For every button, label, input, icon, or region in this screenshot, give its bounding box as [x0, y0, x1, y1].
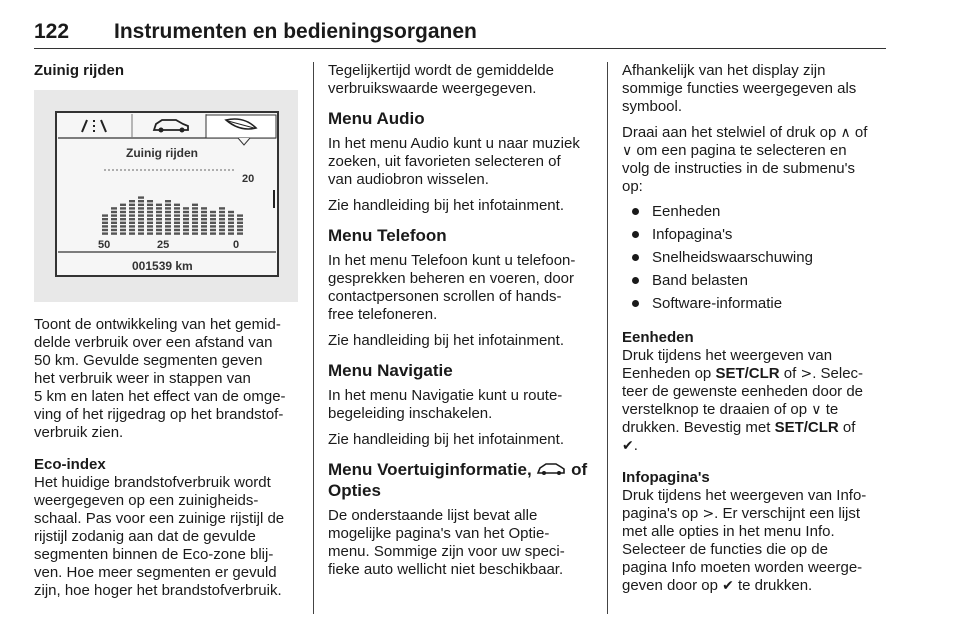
page-header: [34, 20, 886, 50]
list-item: [622, 223, 890, 246]
text-line: delde verbruik over een afstand van: [34, 334, 273, 351]
eco-bar-segment: [201, 211, 207, 213]
text-line: zijn, hoe hoger het brandstofverbruik.: [34, 582, 282, 599]
text-line: of: [854, 124, 868, 141]
eco-bar-segment: [183, 225, 189, 227]
eco-bar-segment: [228, 225, 234, 227]
eco-bar-segment: [192, 218, 198, 220]
text-line: . Er verschijnt een lijst: [714, 505, 861, 522]
text-line: pagina's op: [622, 505, 699, 522]
eco-bar-segment: [102, 225, 108, 227]
eco-bar-segment: [156, 218, 162, 220]
text-line: te drukken.: [738, 577, 813, 594]
chevron-right-icon: >: [800, 366, 813, 382]
text-line: sommige functies weergegeven als: [622, 80, 857, 97]
eco-bar-segment: [102, 232, 108, 234]
eco-bar-segment: [174, 218, 180, 220]
zuinig-rijden-text: [34, 316, 302, 442]
text-line: Toont de ontwikkeling van het gemid-: [34, 316, 281, 333]
eco-bar-segment: [201, 222, 207, 224]
checkmark-icon: ✔: [722, 578, 734, 594]
eco-bar-segment: [165, 218, 171, 220]
axis-label-0: 0: [233, 239, 240, 251]
eco-bar-segment: [228, 218, 234, 220]
text-line: Selecteer de functies die op de: [622, 541, 828, 558]
list-item-label: Snelheidswaarschuwing: [652, 249, 813, 266]
eco-bar-segment: [156, 207, 162, 209]
text-line: menu. Sommige zijn voor uw speci-: [328, 543, 565, 560]
eco-bar-segment: [138, 232, 144, 234]
eco-bar-segment: [228, 222, 234, 224]
text-line: gesprekken beheren en voeren, door: [328, 270, 575, 287]
text-line: Draai aan het stelwiel of druk op: [622, 124, 837, 141]
eco-bar-segment: [165, 225, 171, 227]
text-line: ving of het rijgedrag op het brandstof-: [34, 406, 284, 423]
eco-bar-segment: [228, 211, 234, 213]
eco-bar-segment: [228, 214, 234, 216]
eco-bar-segment: [165, 207, 171, 209]
set-clr-label: SET/CLR: [774, 419, 839, 436]
vehicle-text: [328, 507, 596, 579]
eco-bar-segment: [156, 211, 162, 213]
eco-bar-segment: [210, 214, 216, 216]
text-line: Druk tijdens het weergeven van Info-: [622, 487, 867, 504]
eco-bar-segment: [129, 204, 135, 206]
eco-bar-segment: [183, 207, 189, 209]
text-line: rijstijl zodanig aan dat de gevulde: [34, 528, 256, 545]
section-title-infopaginas: Infopagina's: [622, 469, 710, 486]
eco-bar-segment: [174, 214, 180, 216]
eco-bar-segment: [147, 229, 153, 231]
eco-bar-segment: [138, 225, 144, 227]
eco-bar-segment: [201, 225, 207, 227]
eco-bar-segment: [111, 214, 117, 216]
text-line: teer de gewenste eenheden door de: [622, 383, 864, 400]
heading-text: Opties: [328, 481, 381, 500]
eco-bar-segment: [120, 225, 126, 227]
eco-bar-segment: [120, 204, 126, 206]
eco-bar-segment: [120, 232, 126, 234]
page-number: 122: [34, 20, 70, 43]
chevron-right-icon: >: [702, 506, 715, 522]
eco-bar-segment: [183, 229, 189, 231]
eco-bar-segment: [129, 207, 135, 209]
text-line: verbruikswaarde weergegeven.: [328, 80, 537, 97]
eco-bar-segment: [237, 218, 243, 220]
text-line: Tegelijkertijd wordt de gemiddelde: [328, 62, 554, 79]
eco-bar-segment: [210, 232, 216, 234]
eco-bar-segment: [138, 229, 144, 231]
list-item-label: Band belasten: [652, 272, 748, 289]
chevron-up-icon: ∧: [840, 125, 851, 141]
eco-bar-segment: [237, 229, 243, 231]
eco-bar-segment: [147, 200, 153, 202]
chevron-down-icon: ∨: [622, 143, 633, 159]
column-divider-1: [313, 62, 314, 614]
eco-bar-segment: [111, 218, 117, 220]
turn-instruction: [622, 124, 890, 196]
eco-bar-segment: [165, 222, 171, 224]
eco-bar-segment: [219, 211, 225, 213]
eco-bar-segment: [102, 214, 108, 216]
eco-bar-segment: [138, 204, 144, 206]
heading-menu-voertuiginformatie: [328, 459, 596, 501]
list-item: [622, 292, 890, 315]
axis-label-25: 25: [157, 239, 170, 251]
audio-text: [328, 135, 596, 189]
eco-bar-segment: [111, 229, 117, 231]
header-rule: [34, 48, 886, 49]
eco-index-text: [34, 474, 302, 600]
eco-bar-segment: [201, 229, 207, 231]
list-item-label: Software-informatie: [652, 295, 783, 312]
text-line: De onderstaande lijst bevat alle: [328, 507, 538, 524]
eco-display-illustration: [34, 90, 298, 302]
eco-bar-segment: [129, 200, 135, 202]
text-line: Het huidige brandstofverbruik wordt: [34, 474, 271, 491]
eco-bar-segment: [147, 232, 153, 234]
eco-bar-segment: [111, 222, 117, 224]
eco-bar-segment: [228, 232, 234, 234]
bullet-dot-icon: [632, 208, 639, 215]
text-line: 5 km en laten het effect van de omge-: [34, 388, 286, 405]
heading-menu-audio: Menu Audio: [328, 109, 425, 128]
text-line: of: [842, 419, 856, 436]
eco-bar-segment: [210, 222, 216, 224]
text-line: pagina Info moeten worden weerge-: [622, 559, 863, 576]
eco-bar-segment: [156, 222, 162, 224]
text-line: geven door op: [622, 577, 718, 594]
intro-text: [328, 62, 596, 98]
eco-bar-segment: [111, 211, 117, 213]
chapter-title: Instrumenten en bedieningsorganen: [114, 20, 477, 43]
eco-bar-segment: [156, 204, 162, 206]
eco-bar-segment: [147, 214, 153, 216]
eco-bar-segment: [237, 225, 243, 227]
column-2: [328, 62, 596, 579]
text-line: drukken. Bevestig met: [622, 419, 771, 436]
eco-bar-segment: [120, 218, 126, 220]
heading-text: Menu Voertuiginformatie,: [328, 460, 532, 479]
heading-menu-navigatie: Menu Navigatie: [328, 361, 453, 380]
eco-bar-segment: [183, 222, 189, 224]
eco-bar-segment: [120, 229, 126, 231]
text-line: volg de instructies in de submenu's: [622, 160, 855, 177]
text-line: Afhankelijk van het display zijn: [622, 62, 826, 79]
text-line: om een pagina te selecteren en: [636, 142, 847, 159]
eco-bar-segment: [102, 218, 108, 220]
eco-bar-segment: [120, 211, 126, 213]
nav-text: [328, 387, 596, 423]
eco-bar-segment: [129, 229, 135, 231]
eco-bar-segment: [138, 196, 144, 198]
eco-bar-segment: [192, 211, 198, 213]
car-icon: [536, 462, 566, 476]
eco-bar-segment: [138, 207, 144, 209]
bullet-dot-icon: [632, 231, 639, 238]
eco-bar-segment: [147, 211, 153, 213]
list-item: [622, 200, 890, 223]
list-item-label: Infopagina's: [652, 226, 733, 243]
eco-bar-segment: [219, 207, 225, 209]
eco-bar-segment: [192, 214, 198, 216]
eco-bar-segment: [192, 232, 198, 234]
text-line: te: [825, 401, 839, 418]
list-item-label: Eenheden: [652, 203, 721, 220]
text-line: begeleiding inschakelen.: [328, 405, 493, 422]
nav-reference: Zie handleiding bij het infotainment.: [328, 431, 564, 448]
eco-bar-segment: [111, 232, 117, 234]
eco-bar-segment: [237, 214, 243, 216]
eco-bar-segment: [147, 222, 153, 224]
eco-bar-segment: [129, 225, 135, 227]
text-line: van audiobron wisselen.: [328, 171, 489, 188]
text-line: met alle opties in het menu Info.: [622, 523, 835, 540]
audio-reference: Zie handleiding bij het infotainment.: [328, 197, 564, 214]
eco-bar-segment: [102, 222, 108, 224]
eco-bar-segment: [174, 207, 180, 209]
eco-bar-segment: [219, 218, 225, 220]
eco-bar-segment: [201, 207, 207, 209]
eco-bar-segment: [192, 204, 198, 206]
eco-bar-segment: [183, 214, 189, 216]
text-line: ven. Hoe meer segmenten er gevuld: [34, 564, 277, 581]
eco-bar-segment: [219, 229, 225, 231]
text-line: In het menu Telefoon kunt u telefoon-: [328, 252, 576, 269]
eco-bar-segment: [165, 229, 171, 231]
phone-text: [328, 252, 596, 324]
eco-bar-segment: [219, 225, 225, 227]
column-3: [622, 62, 890, 595]
odometer-reading: 001539 km: [132, 259, 193, 273]
eco-bar-segment: [111, 225, 117, 227]
text-line: contactpersonen scrollen of hands-: [328, 288, 562, 305]
eco-bar-segment: [138, 200, 144, 202]
eco-bar-segment: [174, 232, 180, 234]
eco-bar-segment: [129, 211, 135, 213]
eco-bar-segment: [120, 214, 126, 216]
eco-bar-segment: [192, 222, 198, 224]
heading-text: of: [571, 460, 588, 479]
eco-bar-segment: [156, 225, 162, 227]
intro-text: [622, 62, 890, 116]
text-line: weergegeven op een zuinigheids-: [34, 492, 259, 509]
text-line: In het menu Audio kunt u naar muziek: [328, 135, 580, 152]
text-line: Eenheden op: [622, 365, 712, 382]
eco-display-figure: [34, 90, 298, 302]
text-line: of: [783, 365, 797, 382]
eco-bar-segment: [120, 222, 126, 224]
eco-bar-segment: [129, 214, 135, 216]
column-1: [34, 62, 302, 600]
list-item: [622, 269, 890, 292]
eco-bar-segment: [183, 232, 189, 234]
heading-menu-telefoon: Menu Telefoon: [328, 226, 447, 245]
eco-bar-segment: [129, 232, 135, 234]
bullet-dot-icon: [632, 277, 639, 284]
text-line: symbool.: [622, 98, 683, 115]
text-line: fieke auto wellicht niet beschikbaar.: [328, 561, 564, 578]
text-line: 50 km. Gevulde segmenten geven: [34, 352, 263, 369]
eco-bar-segment: [165, 204, 171, 206]
eco-bar-segment: [120, 207, 126, 209]
eco-bar-segment: [192, 229, 198, 231]
eco-bar-segment: [102, 229, 108, 231]
column-divider-2: [607, 62, 608, 614]
text-line: free telefoneren.: [328, 306, 438, 323]
text-line: zoeken, uit favorieten selecteren of: [328, 153, 561, 170]
eco-bar-segment: [138, 214, 144, 216]
bullet-dot-icon: [632, 254, 639, 261]
text-line: . Selec-: [812, 365, 864, 382]
text-line: op:: [622, 178, 643, 195]
checkmark-icon: ✔: [622, 438, 634, 454]
list-item: [622, 246, 890, 269]
text-line: In het menu Navigatie kunt u route-: [328, 387, 563, 404]
eco-bar-segment: [237, 232, 243, 234]
eco-bar-segment: [210, 218, 216, 220]
eco-bar-segment: [210, 229, 216, 231]
eco-bar-segment: [219, 232, 225, 234]
eco-bar-segment: [183, 211, 189, 213]
eco-bar-segment: [174, 211, 180, 213]
eco-bar-segment: [156, 214, 162, 216]
eco-bar-segment: [111, 207, 117, 209]
eco-bar-segment: [174, 229, 180, 231]
text-line: verbruik zien.: [34, 424, 124, 441]
text-line: mogelijke pagina's van het Optie-: [328, 525, 550, 542]
submenu-list: [622, 200, 890, 315]
screen-title: Zuinig rijden: [126, 146, 198, 160]
eco-bar-segment: [192, 225, 198, 227]
eco-bar-segment: [174, 204, 180, 206]
axis-label-50: 50: [98, 239, 111, 251]
info-text: [622, 487, 890, 595]
eco-bar-segment: [165, 200, 171, 202]
eco-bar-segment: [156, 232, 162, 234]
text-line: verstelknop te draaien of op: [622, 401, 808, 418]
chevron-down-icon: ∨: [811, 402, 822, 418]
eco-bar-segment: [165, 211, 171, 213]
eco-bar-segment: [174, 225, 180, 227]
section-title-eco-index: Eco-index: [34, 456, 106, 473]
section-title-zuinig-rijden: Zuinig rijden: [34, 62, 124, 79]
units-text: Druk tijdens het weergeven van Eenheden op SET/CLR of >. Selec- teer de gewenste eenheden door de verstelknop te draaien of op ∨ te drukken. Bevestig met SET/CLR of ✔.: [622, 347, 864, 454]
eco-bar-segment: [138, 211, 144, 213]
eco-bar-segment: [138, 218, 144, 220]
eco-bar-segment: [201, 214, 207, 216]
eco-bar-segment: [156, 229, 162, 231]
eco-bar-segment: [129, 218, 135, 220]
eco-bar-segment: [219, 222, 225, 224]
phone-reference: Zie handleiding bij het infotainment.: [328, 332, 564, 349]
eco-bar-segment: [129, 222, 135, 224]
eco-bar-segment: [210, 225, 216, 227]
eco-bar-segment: [201, 232, 207, 234]
eco-bar-segment: [210, 211, 216, 213]
eco-bar-segment: [174, 222, 180, 224]
scale-top-label: 20: [242, 173, 255, 185]
eco-bar-segment: [192, 207, 198, 209]
eco-bar-segment: [183, 218, 189, 220]
text-line: segmenten binnen de Eco-zone blij-: [34, 546, 274, 563]
text-line: Druk tijdens het weergeven van: [622, 347, 833, 364]
eco-bar-segment: [237, 222, 243, 224]
text-line: schaal. Pas voor een zuinige rijstijl de: [34, 510, 285, 527]
eco-bar-segment: [228, 229, 234, 231]
eco-bar-segment: [165, 214, 171, 216]
eco-bar-segment: [147, 207, 153, 209]
eco-bar-segment: [201, 218, 207, 220]
eco-bar-segment: [147, 204, 153, 206]
eco-bar-segment: [147, 218, 153, 220]
eco-bar-segment: [165, 232, 171, 234]
eco-bar-segment: [138, 222, 144, 224]
set-clr-label: SET/CLR: [715, 365, 780, 382]
text-line: het verbruik weer in stappen van: [34, 370, 251, 387]
section-title-eenheden: Eenheden: [622, 329, 694, 346]
eco-bar-segment: [147, 225, 153, 227]
bullet-dot-icon: [632, 300, 639, 307]
eco-bar-segment: [219, 214, 225, 216]
